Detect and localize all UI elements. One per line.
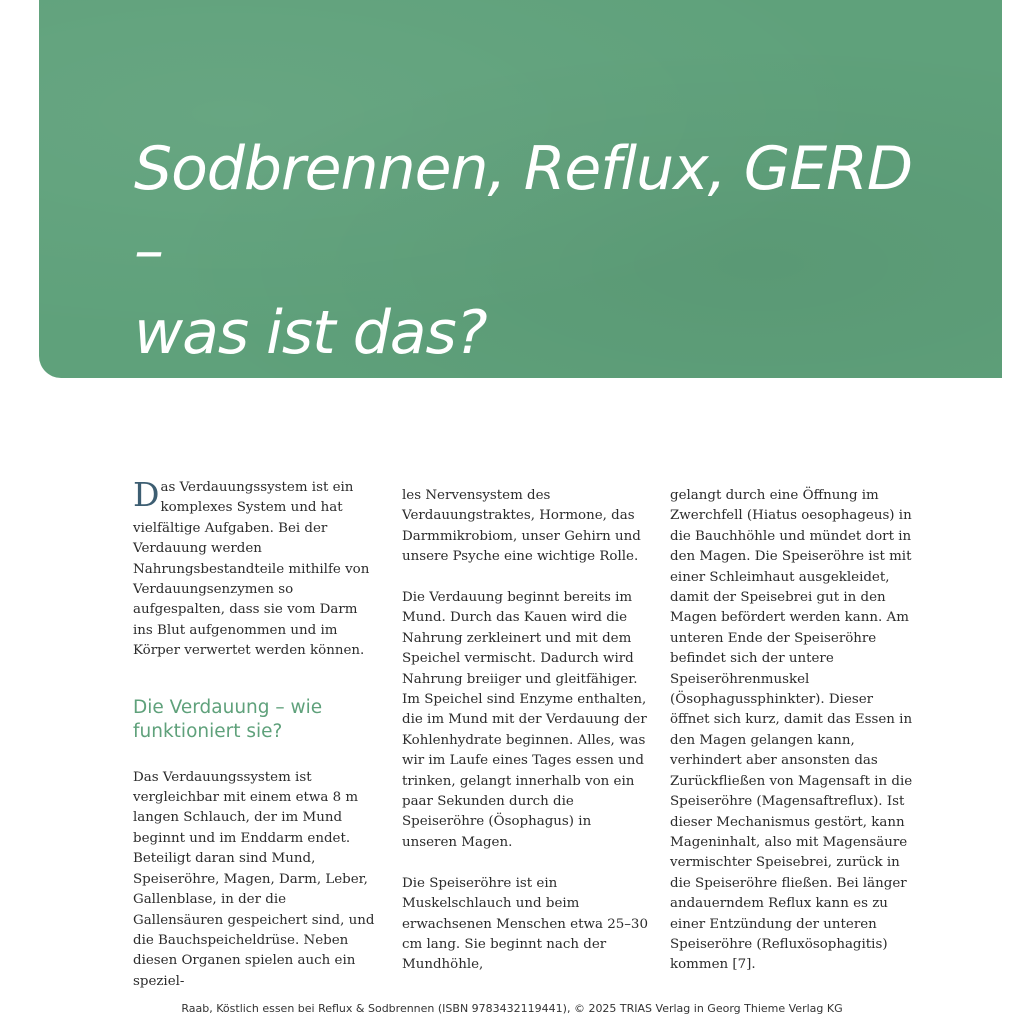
section-heading: Die Verdauung – wie funktioniert sie? bbox=[133, 696, 323, 742]
paragraph: Die Verdauung beginnt bereits im Mund. Durch das Kauen wird die Nahrung zerkleinert und mit dem Speichel vermischt. Dadurch wird Nahrung breiiger und gleitfähiger. Im Speichel sind Enzyme enthalten, die im Mund mit der Verdauung der Kohlenhydrate beginnen. Alles, was wir im Laufe eines Tages essen und trinken, gelangt innerhalb von ein paar Sekunden durch die Speiseröhre (Ösophagus) in unseren Magen. bbox=[402, 590, 647, 850]
page-title bbox=[134, 128, 934, 374]
text-column-2 bbox=[402, 486, 648, 976]
paragraph: Die Speiseröhre ist ein Muskelschlauch und beim erwachsenen Menschen etwa 25–30 cm lang. Sie beginnt nach der Mundhöhle, bbox=[402, 875, 648, 973]
intro-paragraph bbox=[133, 475, 379, 662]
intro-text: as Verdauungssystem ist ein komplexes System und hat vielfältige Aufgaben. Bei der Verdauung werden Nahrungsbestandteile mithilfe von Verdauungsenzymen so aufgespalten, dass sie vom Darm ins Blut aufgenommen und im Körper verwertet werden können. bbox=[133, 480, 370, 659]
paragraph: gelangt durch eine Öffnung im Zwerchfell (Hiatus oesophageus) in die Bauchhöhle und mündet dort in den Magen. Die Speiseröhre ist mit einer Schleimhaut ausgekleidet, damit der Speisebrei gut in den Magen befördert werden kann. Am unteren Ende der Speiseröhre befindet sich der untere Speiseröhrenmuskel (Ösophagussphinkter). Dieser öffnet sich kurz, damit das Essen in den Magen gelangen kann, verhindert aber ansonsten das Zurückfließen von Magensaft in die Speiseröhre (Magensaftreflux). Ist dieser Mechanismus gestört, kann Mageninhalt, also mit Magensäure vermischter Speisebrei, zurück in die Speiseröhre fließen. Bei länger andauerndem Reflux kann es zu einer Entzündung der unteren Speiseröhre (Refluxösophagitis) kommen [7]. bbox=[670, 488, 913, 973]
text-column-3 bbox=[670, 486, 916, 976]
title-line-1: Sodbrennen, Reflux, GERD – bbox=[134, 134, 913, 286]
title-line-2: was ist das? bbox=[134, 298, 487, 368]
text-column-1 bbox=[133, 475, 379, 992]
paragraph: les Nervensystem des Verdauungstraktes, Hormone, das Darmmikrobiom, unser Gehirn und unsere Psyche eine wichtige Rolle. bbox=[402, 488, 641, 565]
page-footer: Raab, Köstlich essen bei Reflux & Sodbrennen (ISBN 9783432119441), © 2025 TRIAS Verlag in Georg Thieme Verlag KG bbox=[181, 1002, 843, 1015]
drop-cap: D bbox=[133, 475, 160, 514]
paragraph: Das Verdauungssystem ist vergleichbar mit einem etwa 8 m langen Schlauch, der im Mund beginnt und im Enddarm endet. Beteiligt daran sind Mund, Speiseröhre, Magen, Darm, Leber, Gallenblase, in der die Gallensäuren gespeichert sind, und die Bauchspeicheldrüse. Neben diesen Organen spielen auch ein speziel- bbox=[133, 769, 375, 989]
